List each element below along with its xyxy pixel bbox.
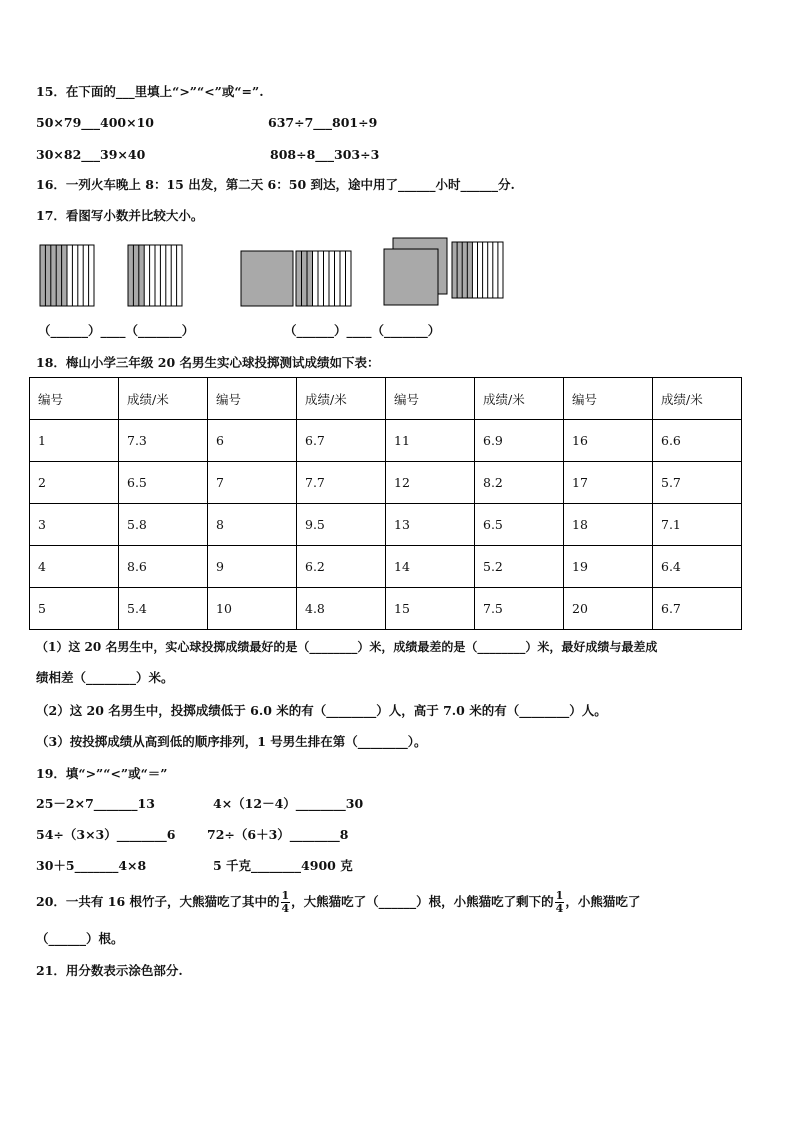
q19-item-6[interactable]: 5 千克________4900 克 <box>213 858 353 873</box>
table-cell: 13 <box>386 504 475 546</box>
q15-item-4[interactable]: 808÷8___303÷3 <box>270 147 380 162</box>
table-cell: 10 <box>208 588 297 630</box>
q17-blanks-right[interactable]: （______）____（_______） <box>284 323 441 338</box>
fraction-denominator: 4 <box>555 902 564 915</box>
table-cell: 20 <box>564 588 653 630</box>
q20-part2[interactable]: ，大熊猫吃了（______）根，小熊猫吃了剩下的 <box>291 894 554 909</box>
table-cell: 7.3 <box>119 420 208 462</box>
q21-title: 21．用分数表示涂色部分. <box>36 963 183 978</box>
table-header-cell: 成绩/米 <box>653 378 742 420</box>
q19-item-2[interactable]: 4×（12－4）________30 <box>213 796 364 811</box>
table-cell: 12 <box>386 462 475 504</box>
table-cell: 6.2 <box>297 546 386 588</box>
table-cell: 5.8 <box>119 504 208 546</box>
q17-figure-3 <box>241 251 351 306</box>
table-header-cell: 编号 <box>564 378 653 420</box>
q18-title: 18．梅山小学三年级 20 名男生实心球投掷测试成绩如下表： <box>36 355 380 370</box>
table-cell: 4.8 <box>297 588 386 630</box>
table-cell: 18 <box>564 504 653 546</box>
table-cell: 6.5 <box>475 504 564 546</box>
q19-item-5[interactable]: 30＋5_______4×8 <box>36 858 147 873</box>
q20-part3: ，小熊猫吃了 <box>565 894 641 909</box>
table-header-cell: 成绩/米 <box>119 378 208 420</box>
fraction-one-quarter <box>555 890 565 915</box>
table-cell: 8.6 <box>119 546 208 588</box>
q18-sub2[interactable]: （2）这 20 名男生中，投掷成绩低于 6.0 米的有（________）人，高于 7.0 米的有（________）人。 <box>36 703 607 718</box>
table-cell: 6 <box>208 420 297 462</box>
table-cell: 6.4 <box>653 546 742 588</box>
fraction-one-quarter <box>281 890 291 915</box>
table-cell: 3 <box>30 504 119 546</box>
table-row <box>30 504 742 546</box>
q17-figure-4 <box>384 238 503 305</box>
table-cell: 9 <box>208 546 297 588</box>
fraction-numerator: 1 <box>555 889 564 902</box>
q18-sub1-line1[interactable]: （1）这 20 名男生中，实心球投掷成绩最好的是（________）米，成绩最差的是（________）米，最好成绩与最差成 <box>36 640 658 654</box>
table-cell: 6.7 <box>653 588 742 630</box>
q18-sub1-line2[interactable]: 绩相差（________）米。 <box>36 670 174 685</box>
fig1-shaded-strips <box>40 245 67 306</box>
table-row <box>30 588 742 630</box>
table-cell: 8.2 <box>475 462 564 504</box>
q15-item-2[interactable]: 637÷7___801÷9 <box>268 115 378 130</box>
q19-item-3[interactable]: 54÷（3×3）________6 <box>36 827 176 842</box>
q19-item-4[interactable]: 72÷（6＋3）________8 <box>207 827 349 842</box>
q15-item-1[interactable]: 50×79___400×10 <box>36 115 154 130</box>
table-header-cell: 编号 <box>30 378 119 420</box>
q17-figures <box>0 0 794 340</box>
table-row <box>30 462 742 504</box>
table-cell: 5.7 <box>653 462 742 504</box>
table-cell: 5.2 <box>475 546 564 588</box>
table-row <box>30 420 742 462</box>
table-cell: 6.9 <box>475 420 564 462</box>
table-cell: 4 <box>30 546 119 588</box>
table-cell: 6.7 <box>297 420 386 462</box>
table-cell: 17 <box>564 462 653 504</box>
q18-sub3[interactable]: （3）按投掷成绩从高到低的顺序排列，1 号男生排在第（________）。 <box>36 734 427 749</box>
table-cell: 16 <box>564 420 653 462</box>
table-cell: 2 <box>30 462 119 504</box>
fraction-numerator: 1 <box>281 889 290 902</box>
q20-part1: 20．一共有 16 根竹子，大熊猫吃了其中的 <box>36 894 280 909</box>
table-cell: 7.1 <box>653 504 742 546</box>
q16-text[interactable]: 16．一列火车晚上 8：15 出发，第二天 6：50 到达，途中用了______小时______分. <box>36 177 515 192</box>
q17-figure-1 <box>40 245 94 306</box>
q15-item-3[interactable]: 30×82___39×40 <box>36 147 146 162</box>
table-cell: 11 <box>386 420 475 462</box>
q17-blanks-left[interactable]: （______）____（_______） <box>38 323 195 338</box>
scores-table <box>29 377 742 630</box>
q20-line1[interactable] <box>36 888 640 916</box>
table-cell: 8 <box>208 504 297 546</box>
table-header-cell: 成绩/米 <box>475 378 564 420</box>
q19-item-1[interactable]: 25－2×7_______13 <box>36 796 155 811</box>
table-cell: 7.5 <box>475 588 564 630</box>
q17-figure-2 <box>128 245 182 306</box>
table-cell: 19 <box>564 546 653 588</box>
table-header-row <box>30 378 742 420</box>
table-cell: 5 <box>30 588 119 630</box>
table-cell: 14 <box>386 546 475 588</box>
table-cell: 7.7 <box>297 462 386 504</box>
table-cell: 1 <box>30 420 119 462</box>
table-header-cell: 编号 <box>208 378 297 420</box>
table-cell: 5.4 <box>119 588 208 630</box>
table-row <box>30 546 742 588</box>
q15-title: 15．在下面的___里填上“>”“<”或“=”. <box>36 84 264 99</box>
table-header-cell: 成绩/米 <box>297 378 386 420</box>
table-cell: 6.6 <box>653 420 742 462</box>
q19-title: 19．填“>”“<”或“＝” <box>36 766 168 781</box>
table-header-cell: 编号 <box>386 378 475 420</box>
table-cell: 7 <box>208 462 297 504</box>
q20-line2[interactable]: （______）根。 <box>36 931 124 946</box>
table-cell: 9.5 <box>297 504 386 546</box>
table-cell: 6.5 <box>119 462 208 504</box>
fraction-denominator: 4 <box>281 902 290 915</box>
q17-title: 17．看图写小数并比较大小。 <box>36 208 204 223</box>
table-cell: 15 <box>386 588 475 630</box>
